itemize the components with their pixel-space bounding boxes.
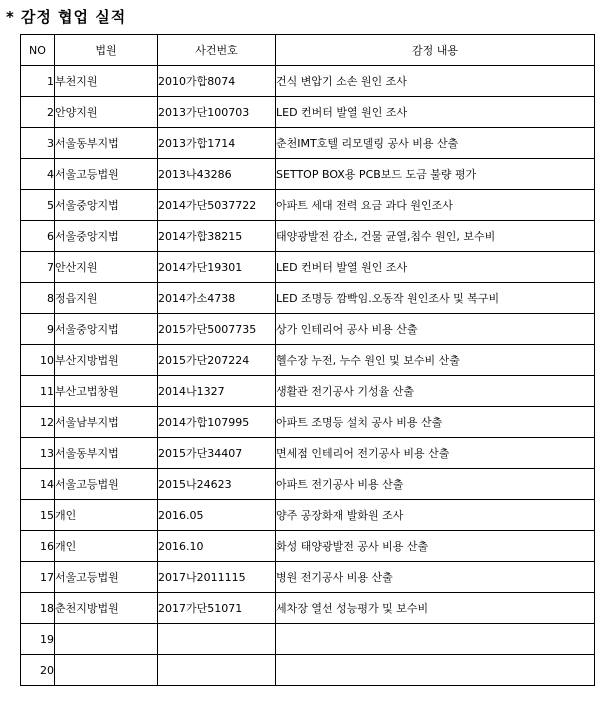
row-no: 12	[21, 407, 55, 438]
row-case-number: 2016.10	[158, 531, 276, 562]
row-content: 아파트 전기공사 비용 산출	[276, 469, 595, 500]
row-no: 4	[21, 159, 55, 190]
row-content: 태양광발전 감소, 건물 균열,침수 원인, 보수비	[276, 221, 595, 252]
header-no: NO	[21, 35, 55, 66]
row-case-number: 2010가합8074	[158, 66, 276, 97]
table-row	[21, 190, 595, 221]
row-case-number: 2017나2011115	[158, 562, 276, 593]
row-no: 9	[21, 314, 55, 345]
header-court: 법원	[55, 35, 158, 66]
row-court: 부산고법창원	[55, 376, 158, 407]
row-case-number: 2013가단100703	[158, 97, 276, 128]
row-court: 서울동부지법	[55, 128, 158, 159]
row-court: 서울중앙지법	[55, 314, 158, 345]
row-no: 14	[21, 469, 55, 500]
row-court: 서울고등법원	[55, 159, 158, 190]
row-no: 16	[21, 531, 55, 562]
row-case-number: 2013나43286	[158, 159, 276, 190]
table-row	[21, 593, 595, 624]
row-case-number: 2015가단5007735	[158, 314, 276, 345]
row-case-number	[158, 624, 276, 655]
row-no: 2	[21, 97, 55, 128]
table-row	[21, 562, 595, 593]
row-content: 상가 인테리어 공사 비용 산출	[276, 314, 595, 345]
table-row	[21, 469, 595, 500]
row-court: 서울중앙지법	[55, 190, 158, 221]
row-content: 화성 태양광발전 공사 비용 산출	[276, 531, 595, 562]
row-content: 세차장 열선 성능평가 및 보수비	[276, 593, 595, 624]
row-content: 아파트 세대 전력 요금 과다 원인조사	[276, 190, 595, 221]
row-no: 10	[21, 345, 55, 376]
row-case-number: 2015나24623	[158, 469, 276, 500]
row-no: 19	[21, 624, 55, 655]
page-title	[6, 6, 126, 28]
row-court: 개인	[55, 531, 158, 562]
row-no: 5	[21, 190, 55, 221]
row-court	[55, 655, 158, 686]
row-court: 정읍지원	[55, 283, 158, 314]
table-row	[21, 66, 595, 97]
row-content: 건식 변압기 소손 원인 조사	[276, 66, 595, 97]
row-court: 서울중앙지법	[55, 221, 158, 252]
table-row	[21, 97, 595, 128]
row-no: 18	[21, 593, 55, 624]
row-content: 춘천IMT호텔 리모델링 공사 비용 산출	[276, 128, 595, 159]
row-content: 양주 공장화재 발화원 조사	[276, 500, 595, 531]
table-row	[21, 159, 595, 190]
row-case-number: 2014가합107995	[158, 407, 276, 438]
row-case-number: 2017가단51071	[158, 593, 276, 624]
row-content: LED 조명등 깜빡임.오동작 원인조사 및 복구비	[276, 283, 595, 314]
row-no: 15	[21, 500, 55, 531]
row-court: 서울고등법원	[55, 469, 158, 500]
row-content	[276, 655, 595, 686]
row-case-number: 2016.05	[158, 500, 276, 531]
row-case-number: 2014가단5037722	[158, 190, 276, 221]
row-content: 생활관 전기공사 기성율 산출	[276, 376, 595, 407]
row-case-number	[158, 655, 276, 686]
row-court: 춘천지방법원	[55, 593, 158, 624]
table-row	[21, 345, 595, 376]
row-content: LED 컨버터 발열 원인 조사	[276, 252, 595, 283]
row-court	[55, 624, 158, 655]
row-court: 부산지방법원	[55, 345, 158, 376]
row-court: 안양지원	[55, 97, 158, 128]
row-content: 병원 전기공사 비용 산출	[276, 562, 595, 593]
row-case-number: 2014가소4738	[158, 283, 276, 314]
row-no: 6	[21, 221, 55, 252]
header-case-number: 사건번호	[158, 35, 276, 66]
row-case-number: 2014가합38215	[158, 221, 276, 252]
row-court: 개인	[55, 500, 158, 531]
row-court: 서울고등법원	[55, 562, 158, 593]
title-bullet: *	[6, 8, 15, 26]
row-content: 헬수장 누전, 누수 원인 및 보수비 산출	[276, 345, 595, 376]
row-no: 1	[21, 66, 55, 97]
table-row	[21, 283, 595, 314]
table-row	[21, 128, 595, 159]
row-no: 3	[21, 128, 55, 159]
table-row	[21, 376, 595, 407]
row-case-number: 2014가단19301	[158, 252, 276, 283]
row-case-number: 2015가단34407	[158, 438, 276, 469]
row-court: 서울동부지법	[55, 438, 158, 469]
table-row	[21, 655, 595, 686]
row-no: 11	[21, 376, 55, 407]
table-row	[21, 221, 595, 252]
table-row	[21, 407, 595, 438]
row-case-number: 2013가합1714	[158, 128, 276, 159]
row-no: 7	[21, 252, 55, 283]
row-no: 8	[21, 283, 55, 314]
table-row	[21, 438, 595, 469]
row-content: SETTOP BOX용 PCB보드 도금 불량 평가	[276, 159, 595, 190]
title-text: 감정 협업 실적	[20, 8, 127, 26]
row-no: 13	[21, 438, 55, 469]
table-row	[21, 531, 595, 562]
row-content: 아파트 조명등 설치 공사 비용 산출	[276, 407, 595, 438]
table-row	[21, 500, 595, 531]
appraisal-results-table	[20, 34, 595, 686]
row-content: LED 컨버터 발열 원인 조사	[276, 97, 595, 128]
row-no: 20	[21, 655, 55, 686]
table-row	[21, 252, 595, 283]
row-content: 면세점 인테리어 전기공사 비용 산출	[276, 438, 595, 469]
row-court: 서울남부지법	[55, 407, 158, 438]
row-content	[276, 624, 595, 655]
row-no: 17	[21, 562, 55, 593]
table-row	[21, 314, 595, 345]
table-row	[21, 624, 595, 655]
table-header-row	[21, 35, 595, 66]
row-court: 안산지원	[55, 252, 158, 283]
row-case-number: 2014나1327	[158, 376, 276, 407]
row-case-number: 2015가단207224	[158, 345, 276, 376]
row-court: 부천지원	[55, 66, 158, 97]
header-content: 감정 내용	[276, 35, 595, 66]
